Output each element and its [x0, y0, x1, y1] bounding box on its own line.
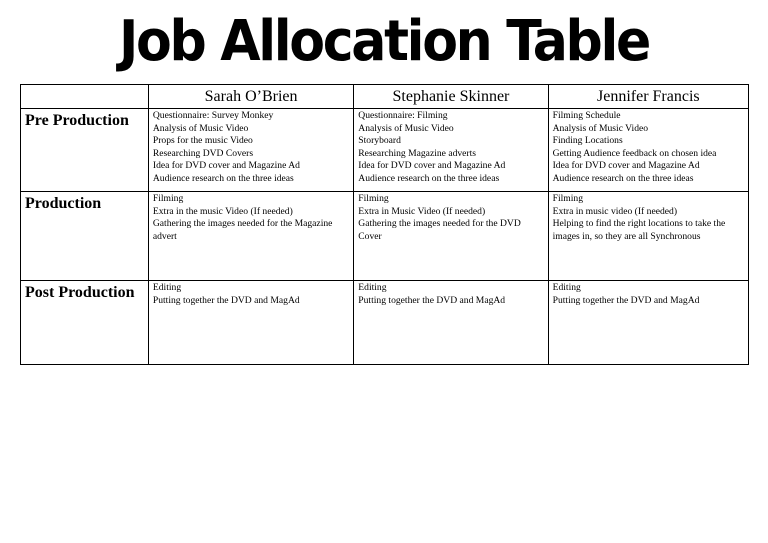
- task-item: Putting together the DVD and MagAd: [358, 294, 506, 306]
- task-item: Storyboard: [358, 135, 401, 147]
- phase-label: Production: [21, 192, 149, 281]
- table-row: [21, 109, 749, 192]
- task-item: Gathering the images needed for the DVD Cover: [358, 218, 521, 242]
- task-item: Editing: [552, 282, 581, 293]
- task-cell-sarah: [148, 281, 353, 365]
- task-cell-sarah: [148, 192, 353, 281]
- task-item: Analysis of Music Video: [152, 122, 249, 134]
- header-cell-sarah: Sarah O’Brien: [148, 85, 353, 109]
- task-item: Audience research on the three ideas: [358, 172, 500, 184]
- task-item: Extra in the music Video (If needed): [152, 205, 293, 217]
- task-item: Questionnaire: Filming: [358, 110, 448, 121]
- task-item: Analysis of Music Video: [552, 122, 649, 134]
- header-cell-stephanie: Stephanie Skinner: [354, 85, 548, 109]
- task-item: Getting Audience feedback on chosen idea: [552, 147, 717, 159]
- task-cell-jennifer: [548, 281, 748, 365]
- task-item: Idea for DVD cover and Magazine Ad: [552, 160, 700, 172]
- task-item: Filming Schedule: [552, 110, 621, 121]
- header-cell-jennifer: Jennifer Francis: [548, 85, 748, 109]
- task-item: Audience research on the three ideas: [552, 172, 694, 184]
- task-item: Putting together the DVD and MagAd: [552, 294, 700, 306]
- task-item: Filming: [358, 193, 389, 204]
- task-item: Editing: [152, 282, 182, 293]
- task-cell-stephanie: [354, 281, 548, 365]
- task-item: Finding Locations: [552, 135, 623, 147]
- task-item: Idea for DVD cover and Magazine Ad: [152, 160, 300, 172]
- task-cell-sarah: [148, 109, 353, 192]
- task-item: Filming: [152, 193, 184, 204]
- task-item: Helping to find the right locations to take the images in, so they are all Synchronous: [552, 218, 726, 242]
- task-item: Questionnaire: Survey Monkey: [152, 110, 274, 121]
- task-item: Props for the music Video: [152, 135, 253, 147]
- task-item: Gathering the images needed for the Magazine advert: [152, 218, 333, 242]
- job-allocation-table: [20, 84, 749, 365]
- table-row: [21, 281, 749, 365]
- table-row: [21, 192, 749, 281]
- task-item: Researching DVD Covers: [152, 147, 254, 159]
- header-cell-corner: [21, 85, 149, 109]
- task-cell-stephanie: [354, 109, 548, 192]
- task-item: Filming: [552, 193, 583, 204]
- task-item: Extra in Music Video (If needed): [358, 205, 486, 217]
- task-item: Analysis of Music Video: [358, 122, 454, 134]
- task-item: Putting together the DVD and MagAd: [152, 294, 300, 306]
- task-cell-jennifer: [548, 192, 748, 281]
- task-item: Researching Magazine adverts: [358, 147, 477, 159]
- task-item: Idea for DVD cover and Magazine Ad: [358, 160, 506, 172]
- task-cell-stephanie: [354, 192, 548, 281]
- header-row: [21, 85, 749, 109]
- phase-label: Post Production: [21, 281, 149, 365]
- task-item: Extra in music video (If needed): [552, 205, 678, 217]
- task-cell-jennifer: [548, 109, 748, 192]
- page-title: Job Allocation Table: [118, 9, 650, 74]
- task-item: Audience research on the three ideas: [152, 172, 294, 184]
- phase-label: Pre Production: [21, 109, 149, 192]
- task-item: Editing: [358, 282, 387, 293]
